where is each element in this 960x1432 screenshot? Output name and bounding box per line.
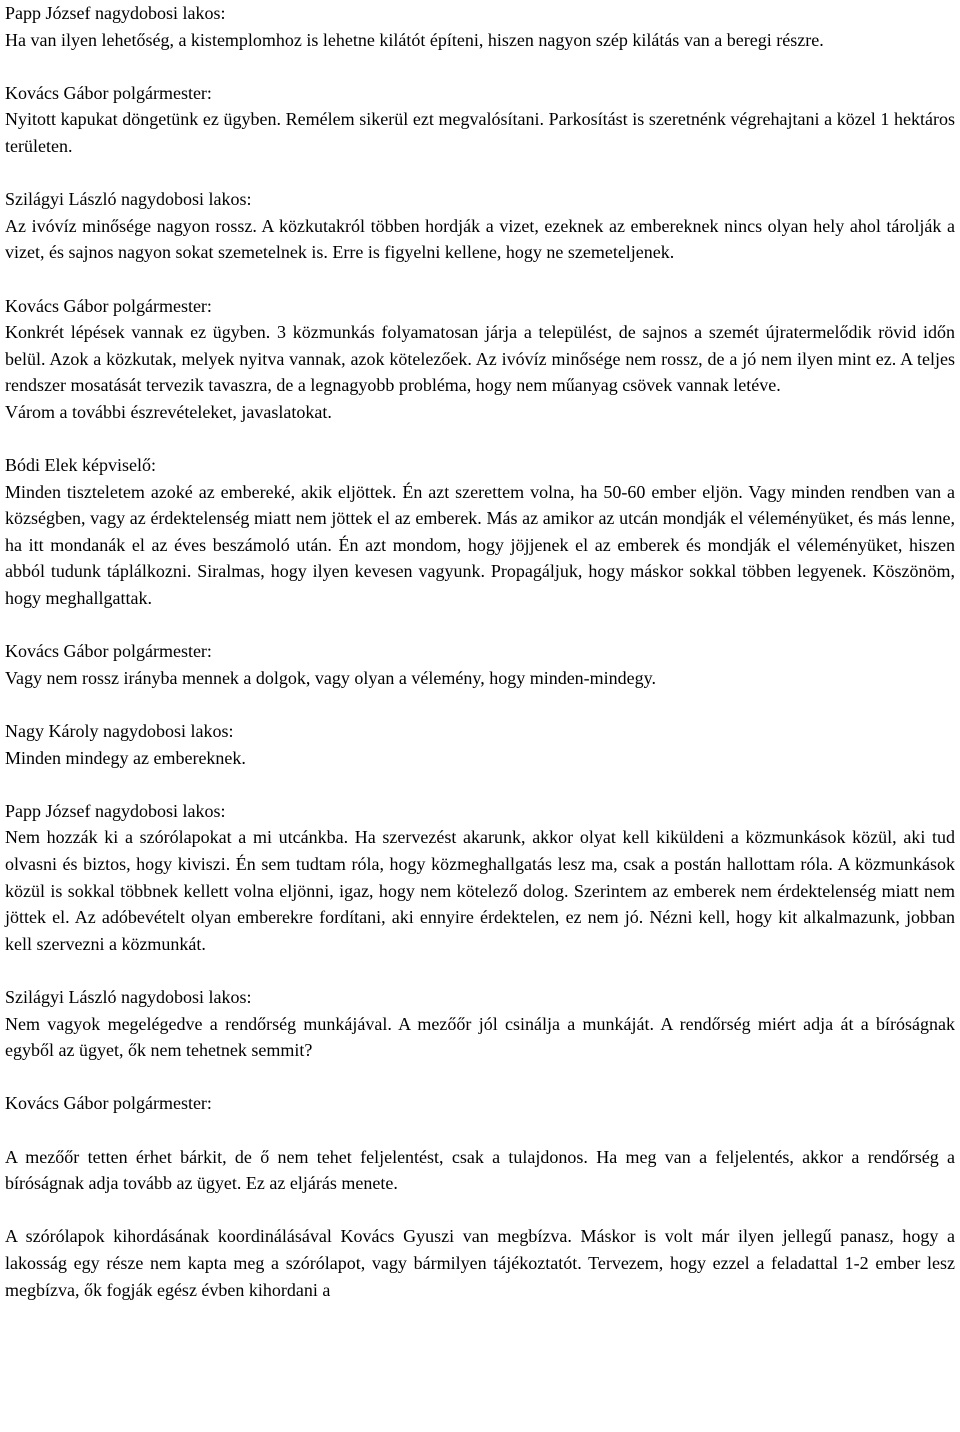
speech-block <box>5 452 955 612</box>
speech-paragraph: Az ivóvíz minősége nagyon rossz. A közkutakról többen hordják a vizet, ezeknek az embereknek nincs olyan hely ahol tárolják a vizet, és sajnos nagyon sokat szemetelnek is. Erre is figyelni kellene, hogy ne szemeteljenek. <box>5 215 955 263</box>
speech-paragraph: Nem hozzák ki a szórólapokat a mi utcánkba. Ha szervezést akarunk, akkor olyat kell kiküldeni a közmunkások közül, aki tud olvasni és biztos, hogy kiviszi. Én sem tudtam róla, hogy közmeghallgatás lesz ma, csak a postán hallottam róla. A közmunkások közül is sokkal többnek kellett volna eljönni, igaz, hogy nem kötelező dolog. Szerintem az emberek nem érdektelenség miatt nem jöttek el. Az adóbevételt olyan emberekre fordítani, aki ennyire érdektelen, ez nem jó. Nézni kell, hogy kit alkalmazunk, jobban kell szervezni a közmunkát. <box>5 827 955 954</box>
speaker-label: Kovács Gábor polgármester: <box>5 82 212 103</box>
speech-paragraph: A mezőőr tetten érhet bárkit, de ő nem tehet feljelentést, csak a tulajdonos. Ha meg van a feljelentés, akkor a rendőrség a bíróságnak adja tovább az ügyet. Ez az eljárás menete. <box>5 1146 955 1194</box>
speech-paragraph: Nem vagyok megelégedve a rendőrség munkájával. A mezőőr jól csinálja a munkáját. A rendőrség miért adja át a bíróságnak egyből az ügyet, ők nem tehetnek semmit? <box>5 1013 955 1061</box>
speech-paragraph: Ha van ilyen lehetőség, a kistemplomhoz is lehetne kilátót építeni, hiszen nagyon szép kilátás van a beregi részre. <box>5 29 824 50</box>
speech-block <box>5 798 955 958</box>
speaker-label: Kovács Gábor polgármester: <box>5 295 212 316</box>
speech-paragraph: Minden mindegy az embereknek. <box>5 747 246 768</box>
speech-block <box>5 984 955 1064</box>
speech-paragraph: Konkrét lépések vannak ez ügyben. 3 közmunkás folyamatosan járja a települést, de sajnos a szemét újratermelődik rövid időn belül. Azok a közkutak, melyek nyitva vannak, azok kötelezőek. Az ivóvíz minősége nem rossz, de a jó nem ilyen mint ez. A teljes rendszer mosatását tervezik tavaszra, de a legnagyobb probléma, hogy nem műanyag csövek vannak letéve. <box>5 322 955 396</box>
speech-paragraph: Nyitott kapukat döngetünk ez ügyben. Remélem sikerül ezt megvalósítani. Parkosítást is szeretnénk végrehajtani a közel 1 hektáros területen. <box>5 109 955 156</box>
blank-line <box>5 1117 955 1144</box>
speech-paragraph: A szórólapok kihordásának koordinálásával Kovács Gyuszi van megbízva. Máskor is volt már ilyen jellegű panasz, hogy a lakosság egy része nem kapta meg a szórólapot, vagy bármilyen tájékoztatót. Tervezem, hogy ezzel a feladattal 1-2 ember lesz megbízva, ők fogják egész évben kihordani a <box>5 1226 955 1300</box>
speech-block <box>5 80 955 160</box>
speaker-label: Kovács Gábor polgármester: <box>5 1093 212 1114</box>
speech-block <box>5 186 955 266</box>
speech-block <box>5 1223 955 1303</box>
speaker-label: Szilágyi László nagydobosi lakos: <box>5 986 252 1007</box>
speech-paragraph: Vagy nem rossz irányba mennek a dolgok, vagy olyan a vélemény, hogy minden-mindegy. <box>5 667 656 688</box>
document-page <box>5 0 955 1303</box>
speaker-label: Kovács Gábor polgármester: <box>5 641 212 662</box>
speech-block <box>5 718 955 771</box>
speech-block <box>5 638 955 691</box>
speech-paragraph: Minden tiszteletem azoké az embereké, akik eljöttek. Én azt szerettem volna, ha 50-60 ember eljön. Vagy minden rendben van a községben, vagy az érdektelenség miatt nem jöttek el az emberek. Más az amikor az utcán mondják el véleményüket, és más lenne, ha itt mondanák el az éves beszámoló után. Én azt mondom, hogy jöjjenek el az emberek és mondják el véleményüket, hiszen abból tudunk táplálkozni. Siralmas, hogy ilyen kevesen vagyunk. Propagáljuk, hogy máskor sokkal többen legyenek. Köszönöm, hogy meghallgattak. <box>5 481 955 609</box>
speaker-label: Nagy Károly nagydobosi lakos: <box>5 721 234 742</box>
speaker-label: Papp József nagydobosi lakos: <box>5 3 226 23</box>
speech-paragraph: Várom a további észrevételeket, javaslatokat. <box>5 401 332 422</box>
speech-block <box>5 1090 955 1196</box>
speaker-label: Bódi Elek képviselő: <box>5 455 156 476</box>
speaker-label: Papp József nagydobosi lakos: <box>5 800 226 821</box>
speaker-label: Szilágyi László nagydobosi lakos: <box>5 189 252 210</box>
speech-block <box>5 293 955 426</box>
speech-block <box>5 0 955 53</box>
